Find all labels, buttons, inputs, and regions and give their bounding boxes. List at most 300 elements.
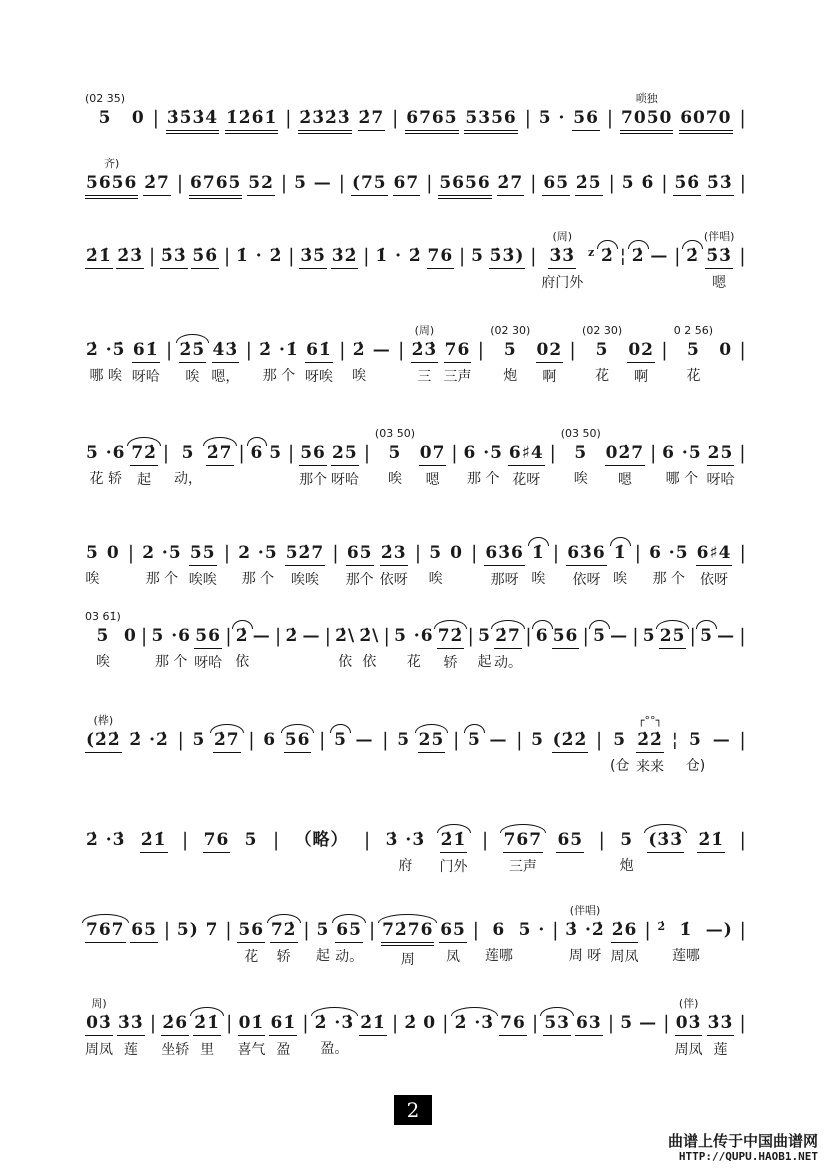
lyric-text: 门外 <box>439 859 468 875</box>
note-text: | <box>472 919 480 941</box>
note-text: 76 <box>427 245 455 269</box>
note-token <box>582 322 622 385</box>
note-token <box>85 712 122 776</box>
annotation <box>205 995 209 1012</box>
lyric-text <box>460 273 464 291</box>
annotation <box>428 995 432 1012</box>
watermark-site-name: 曲谱上传于中国曲谱网 <box>667 1132 818 1150</box>
note-text: 56 <box>572 107 600 131</box>
barline <box>338 322 346 385</box>
note-text: 2̇3 <box>380 542 408 566</box>
note-text: | <box>649 442 657 464</box>
note-text: — <box>712 730 731 750</box>
note-token <box>262 712 277 775</box>
annotation <box>455 525 459 542</box>
barline <box>247 712 255 775</box>
lyric-text <box>468 653 472 671</box>
note-token <box>649 228 669 291</box>
note-text: 2̇ <box>352 340 366 360</box>
lyric-text: 花呀 <box>512 472 541 488</box>
note-text: 3̇5̇3̇4̇ <box>166 107 219 134</box>
note-token <box>235 608 250 671</box>
barline <box>287 228 295 291</box>
annotation <box>91 525 95 542</box>
annotation <box>334 525 338 542</box>
lyric-text <box>342 274 346 292</box>
note-token <box>194 608 222 672</box>
annotation: 周) <box>91 997 107 1010</box>
note-text: | <box>363 829 371 851</box>
note-text: 56 <box>552 625 580 649</box>
lyric-text <box>303 1040 307 1058</box>
annotation <box>444 995 448 1012</box>
annotation <box>646 902 650 919</box>
barline <box>425 155 433 218</box>
note-text: | <box>287 442 295 464</box>
note-text: | <box>332 542 339 564</box>
lyric-text <box>128 653 132 671</box>
note-text: | <box>397 339 405 361</box>
annotation <box>142 608 146 625</box>
barline <box>165 322 173 385</box>
note-token <box>605 425 646 489</box>
lyric-text <box>526 135 530 153</box>
note-text: | <box>382 729 389 751</box>
annotation <box>227 608 231 625</box>
note-text: 5 <box>316 920 330 940</box>
barline <box>551 902 559 965</box>
annotation <box>554 902 558 919</box>
lyric-text <box>311 274 315 292</box>
note-token <box>706 425 734 489</box>
annotation <box>274 425 278 442</box>
note-text: | <box>148 245 156 267</box>
lyric-text <box>142 653 146 671</box>
note-token <box>298 90 351 157</box>
note-token <box>685 228 700 291</box>
annotation <box>430 712 434 729</box>
barline <box>643 902 651 965</box>
lyric-text: 那 个 <box>154 654 188 670</box>
barline <box>606 90 614 153</box>
note-text: 6 <box>492 920 506 940</box>
lyric-text <box>740 857 744 875</box>
note-text: 2̇7 <box>213 729 241 753</box>
lyric-text <box>740 757 744 775</box>
note-text: 02 <box>627 339 655 363</box>
note-text: | <box>245 339 252 361</box>
note-text: — <box>610 626 629 646</box>
annotation <box>554 155 558 172</box>
lyric-text: 莲 <box>713 1042 728 1058</box>
note-text: | <box>739 245 746 267</box>
lyric-text <box>646 1040 650 1058</box>
lyric-text <box>550 135 554 153</box>
note-token <box>393 155 421 219</box>
note-text: | <box>531 1012 539 1034</box>
annotation <box>268 712 272 729</box>
lyric-text <box>109 204 113 222</box>
annotation <box>201 525 205 542</box>
note-text: 0 <box>423 1013 437 1033</box>
note-text: | <box>552 919 559 941</box>
note-text: 6♯4 <box>508 442 545 466</box>
annotation: 03 61̇) <box>85 610 121 623</box>
note-text: 2̇1̇ <box>140 829 168 853</box>
note-token <box>106 525 121 588</box>
note-token <box>543 995 571 1059</box>
lyric-text <box>273 470 277 488</box>
annotation <box>694 712 698 729</box>
lyric-text: 盈。 <box>320 1041 349 1057</box>
annotation <box>333 995 337 1012</box>
lyric-text: 唉 <box>613 571 628 587</box>
note-token <box>672 902 700 965</box>
lyric-text <box>741 947 745 965</box>
annotation <box>249 902 253 919</box>
lyric-text <box>276 653 280 671</box>
lyric-text <box>320 757 324 775</box>
note-text: 61̇ <box>305 339 333 363</box>
lyric-text <box>662 367 666 385</box>
note-text: — <box>372 340 391 360</box>
note-text: 5 <box>595 340 609 360</box>
lyric-text <box>589 273 593 291</box>
note-text: 6 ·5 <box>463 443 503 463</box>
annotation <box>720 712 724 729</box>
annotation <box>299 155 303 172</box>
lyric-text <box>427 200 431 218</box>
note-token <box>621 155 636 218</box>
annotation <box>155 155 159 172</box>
note-token <box>285 525 326 589</box>
annotation <box>165 902 169 919</box>
lyric-text <box>247 367 251 385</box>
note-token <box>439 902 467 966</box>
note-text: 6̇ <box>641 173 655 193</box>
note-token <box>564 902 606 965</box>
lyric-text <box>550 470 554 488</box>
lyric-text <box>533 1040 537 1058</box>
annotation <box>227 995 231 1012</box>
lyric-text <box>452 470 456 488</box>
lyric-text <box>472 1040 476 1058</box>
lyric-text <box>298 200 302 218</box>
annotation <box>191 90 195 107</box>
note-text: ¦ <box>671 729 679 751</box>
note-text: 2̇ ·3̇ <box>86 830 126 850</box>
lyric-text: (仓 <box>609 758 630 774</box>
note-token <box>600 228 615 291</box>
lyric-text: 炮 <box>619 858 634 874</box>
note-text: 0 <box>123 626 137 646</box>
annotation <box>598 608 602 625</box>
note-text: | <box>608 172 615 194</box>
note-text: 72̇ <box>130 442 158 466</box>
annotation <box>664 812 668 829</box>
lyric-text <box>164 470 168 488</box>
lyric-text <box>505 274 509 292</box>
note-text: 5 <box>620 830 634 850</box>
annotation <box>704 90 708 107</box>
note-text: 52 <box>247 172 275 196</box>
annotation <box>651 425 655 442</box>
lyric-text <box>563 654 567 672</box>
annotation <box>255 425 259 442</box>
note-token <box>374 228 422 291</box>
note-text: | <box>363 442 371 464</box>
note-text: 5 <box>98 108 112 128</box>
barline <box>738 712 746 775</box>
note-text: 5 <box>96 626 110 646</box>
note-text: — <box>313 173 332 193</box>
annotation <box>646 155 650 172</box>
annotation <box>129 608 133 625</box>
note-token <box>437 608 465 672</box>
annotation <box>536 712 540 729</box>
annotation <box>339 712 343 729</box>
note-text: 02̇7 <box>605 442 646 466</box>
note-token <box>358 90 386 154</box>
lyric-text <box>555 1041 559 1059</box>
annotation <box>289 425 293 442</box>
lyric-text <box>568 858 572 876</box>
annotation <box>473 712 477 729</box>
note-token <box>381 902 434 969</box>
barline <box>381 712 389 775</box>
note-token <box>85 425 127 488</box>
annotation <box>405 155 409 172</box>
lyric-text: 周 呀 <box>568 948 602 964</box>
note-text: | <box>303 919 310 941</box>
lyric-text <box>290 653 294 671</box>
annotation <box>667 525 671 542</box>
note-token <box>179 322 207 386</box>
barline <box>140 608 148 671</box>
note-text: | <box>368 919 376 941</box>
note-text: 2̇7 <box>143 172 171 196</box>
note-text: 5 <box>86 543 99 563</box>
annotation <box>363 712 367 729</box>
annotation <box>474 902 478 919</box>
lyric-text: 凤 <box>446 949 461 965</box>
note-text: 3̇ ·2̇ <box>565 920 605 940</box>
note-text: | <box>644 919 651 941</box>
annotation <box>741 902 745 919</box>
annotation <box>428 155 432 172</box>
lyric-text <box>255 470 259 488</box>
note-text: 72̇ <box>270 919 298 943</box>
annotation <box>370 90 374 107</box>
annotation: (02 35) <box>85 92 126 105</box>
annotation <box>164 425 168 442</box>
note-token <box>411 322 439 386</box>
note-token <box>422 995 437 1058</box>
note-token <box>648 525 690 588</box>
lyric-text <box>690 273 694 291</box>
barline <box>280 155 288 218</box>
annotation <box>147 712 151 729</box>
barline <box>223 228 231 291</box>
annotation <box>665 995 669 1012</box>
note-text: 2̇ <box>631 246 645 266</box>
note-text: 5 <box>689 730 702 750</box>
lyric-text <box>326 653 330 671</box>
note-token <box>160 228 188 292</box>
note-text: 07 <box>419 442 447 466</box>
note-text: 76 <box>499 1012 527 1036</box>
note-text: | <box>739 172 746 194</box>
note-token <box>355 712 375 775</box>
note-text: | <box>524 107 531 129</box>
note-token <box>541 228 583 292</box>
annotation <box>290 608 294 625</box>
note-token <box>536 322 564 386</box>
lyric-text: 花 <box>244 949 259 965</box>
lyric-text <box>396 273 400 291</box>
note-token <box>673 155 701 219</box>
note-text: | <box>280 172 288 194</box>
note-text: 1̇ <box>531 543 545 563</box>
lyric-text <box>718 201 722 219</box>
barline <box>631 608 639 671</box>
score-line <box>85 812 747 876</box>
note-text: 0 <box>106 543 120 563</box>
note-text: | <box>163 919 171 941</box>
lyric-text: 唉唉 <box>188 572 217 588</box>
annotation <box>358 525 362 542</box>
note-text: 72̇ <box>437 625 465 649</box>
lyric-text: 那 个 <box>262 368 296 384</box>
lyric-text: 那 个 <box>241 571 275 587</box>
note-text: | <box>152 107 159 129</box>
note-text: — <box>717 626 736 646</box>
note-text: (3̇3̇ <box>647 829 684 853</box>
barline <box>224 608 232 671</box>
note-token <box>205 902 220 965</box>
barline <box>531 995 539 1058</box>
lyric-text <box>304 947 308 965</box>
barline <box>607 155 615 218</box>
note-text: 2̇\ <box>335 626 356 646</box>
lyric-text <box>165 947 169 965</box>
barline <box>181 812 189 875</box>
note-text: 5̇3̇ <box>705 245 733 269</box>
note-text: | <box>238 442 245 464</box>
lyric-text <box>371 1041 375 1059</box>
note-token <box>508 425 545 489</box>
lyric-text: 嗯 <box>425 472 440 488</box>
note-text: 4̇3̇ <box>212 339 240 363</box>
note-token <box>375 425 415 488</box>
note-token <box>174 425 202 488</box>
note-token <box>141 525 183 588</box>
note-token <box>489 228 526 292</box>
lyric-text <box>740 273 744 291</box>
note-token <box>346 525 374 589</box>
annotation <box>741 155 745 172</box>
lyric-text <box>646 200 650 218</box>
lyric-text <box>225 570 229 588</box>
note-text: | <box>285 107 292 129</box>
lyric-text: 呀哈 <box>706 472 735 488</box>
lyric-text <box>609 200 613 218</box>
annotation <box>676 228 680 245</box>
lyric-text <box>225 758 229 776</box>
note-token <box>443 322 471 386</box>
annotation <box>215 812 219 829</box>
note-token <box>675 995 703 1059</box>
note-text: 2̇1̇ <box>359 1012 387 1036</box>
barline <box>524 90 532 153</box>
barline <box>481 812 489 875</box>
lyric-text: 啊 <box>634 369 649 385</box>
lyric-text: 唉 <box>387 471 402 487</box>
note-token <box>393 608 435 671</box>
barline <box>515 712 523 775</box>
lyric-text <box>151 1040 155 1058</box>
lyric-text: 唉 <box>573 471 588 487</box>
annotation <box>186 902 190 919</box>
note-text: ¦ <box>619 245 627 267</box>
note-text: | <box>739 829 746 851</box>
lyric-text: 依呀 <box>379 572 408 588</box>
annotation <box>600 812 604 829</box>
barline <box>383 608 391 671</box>
note-text: 5 <box>244 830 258 850</box>
barline <box>739 155 747 218</box>
annotation <box>663 322 667 339</box>
note-token <box>331 228 359 292</box>
annotation <box>137 90 141 107</box>
lyric-text <box>662 200 666 218</box>
annotation <box>340 155 344 172</box>
lyric-text: 唉 <box>531 571 546 587</box>
annotation <box>311 228 315 245</box>
annotation <box>719 995 723 1012</box>
annotation <box>610 155 614 172</box>
barline <box>237 425 245 488</box>
note-token <box>631 228 646 291</box>
page-number-badge <box>394 1095 432 1125</box>
note-text: | <box>225 1012 233 1034</box>
lyric-text: 依 <box>362 654 377 670</box>
note-token <box>284 712 312 776</box>
note-token <box>503 812 544 876</box>
note-text: 5 <box>269 443 283 463</box>
note-text: 5 ·6 <box>86 443 126 463</box>
note-token <box>270 902 298 966</box>
lyric-text: 动。 <box>494 655 523 671</box>
annotation <box>625 812 629 829</box>
note-text: 2̇\ <box>359 626 380 646</box>
note-token <box>704 228 735 292</box>
lyric-text <box>626 200 630 218</box>
note-text: 2 ·5 <box>142 543 182 563</box>
annotation: 齐) <box>104 157 120 170</box>
lyric-text <box>393 1040 397 1058</box>
annotation <box>256 525 260 542</box>
note-token <box>315 902 330 965</box>
lyric-text <box>213 204 217 222</box>
note-token <box>449 525 464 588</box>
note-text: | <box>477 339 485 361</box>
note-text: | <box>607 1012 615 1034</box>
barline <box>284 90 292 153</box>
annotation <box>104 812 108 829</box>
annotation <box>240 425 244 442</box>
lyric-text <box>554 570 558 588</box>
